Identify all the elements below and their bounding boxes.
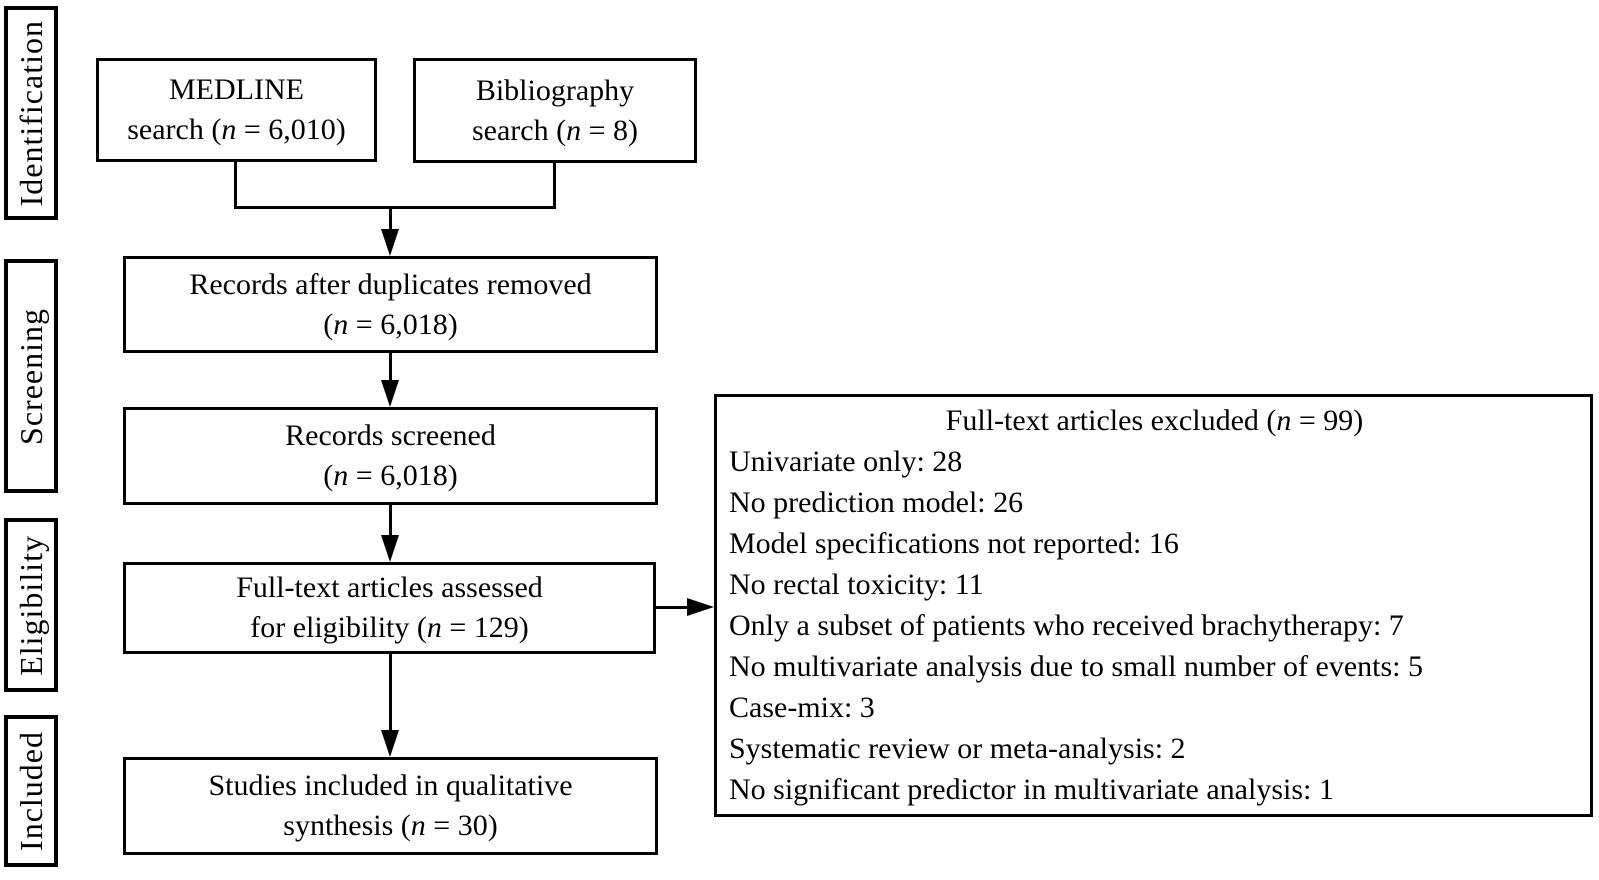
- connector-duplicates-screened: [389, 353, 392, 383]
- flow-box-line2: for eligibility (n = 129): [250, 611, 529, 644]
- flow-box-line2: search (n = 6,010): [127, 113, 346, 146]
- connector-screened-fulltext: [389, 505, 392, 538]
- flow-box-line1: Full-text articles assessed: [236, 571, 543, 604]
- stage-label-included: Included: [12, 731, 49, 851]
- flow-box-line1: Records screened: [285, 419, 496, 452]
- arrowhead-down-icon: [381, 229, 399, 256]
- flow-box-studies-included: [123, 757, 658, 855]
- stage-box-screening: [4, 259, 58, 493]
- flow-box-line2: synthesis (n = 30): [283, 809, 498, 842]
- arrowhead-down-icon: [381, 535, 399, 562]
- flow-box-line2: (n = 6,018): [323, 459, 458, 492]
- excluded-reason-item: No multivariate analysis due to small number of events: 5: [729, 650, 1424, 683]
- flow-box-line1: Studies included in qualitative: [208, 769, 573, 802]
- stage-box-eligibility: [4, 518, 58, 692]
- flow-box-line1: Bibliography: [475, 73, 635, 107]
- stage-label-eligibility: Eligibility: [12, 534, 49, 676]
- excluded-reason-item: Case-mix: 3: [729, 691, 875, 724]
- connector-merge-horizontal: [234, 206, 556, 209]
- arrowhead-down-icon: [381, 730, 399, 757]
- arrowhead-down-icon: [381, 380, 399, 407]
- excluded-reason-item: No prediction model: 26: [729, 486, 1024, 519]
- flow-box-records-after-duplicates: [123, 256, 658, 353]
- arrowhead-right-icon: [687, 598, 714, 616]
- connector-fulltext-studies: [389, 654, 392, 733]
- flow-box-line2: search (n = 8): [471, 113, 639, 147]
- excluded-reason-item: Model specifications not reported: 16: [729, 527, 1179, 560]
- excluded-box: [714, 394, 1593, 817]
- flow-box-line1: Records after duplicates removed: [189, 267, 592, 301]
- excluded-reason-item: Only a subset of patients who received brachytherapy: 7: [729, 609, 1404, 642]
- excluded-reason-item: No significant predictor in multivariate analysis: 1: [729, 773, 1334, 806]
- flow-box-bibliography-search: [413, 58, 697, 163]
- flow-box-line1: MEDLINE: [169, 73, 304, 106]
- connector-fulltext-excluded: [654, 606, 690, 609]
- flow-box-records-screened: [123, 407, 658, 505]
- flow-box-fulltext-assessed: [123, 562, 656, 654]
- stage-box-identification: [4, 6, 58, 220]
- excluded-reason-item: No rectal toxicity: 11: [729, 568, 984, 601]
- connector-bibliography-down: [553, 163, 556, 209]
- excluded-title: Full-text articles excluded (n = 99): [945, 404, 1364, 437]
- stage-label-identification: Identification: [12, 19, 49, 207]
- flow-box-medline-search: [96, 58, 377, 162]
- flow-box-line2: (n = 6,018): [323, 307, 458, 341]
- stage-label-screening: Screening: [12, 307, 49, 445]
- excluded-reason-item: Systematic review or meta-analysis: 2: [729, 732, 1186, 765]
- stage-box-included: [4, 715, 58, 867]
- connector-medline-down: [234, 162, 237, 209]
- excluded-reason-item: Univariate only: 28: [729, 445, 963, 478]
